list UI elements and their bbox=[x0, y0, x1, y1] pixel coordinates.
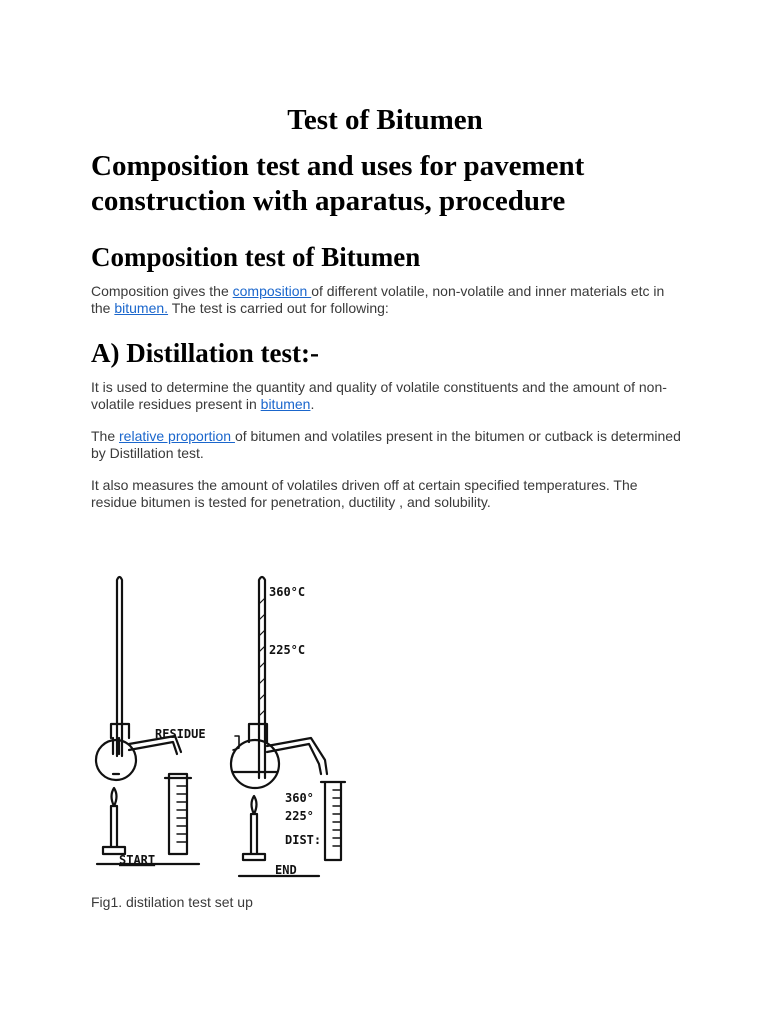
side-arm-right bbox=[267, 738, 327, 774]
temp-high-label: 360°C bbox=[269, 585, 306, 599]
text-span: . bbox=[310, 396, 315, 412]
relative-proportion-link[interactable]: relative proportion bbox=[119, 428, 235, 444]
bitumen-link-2[interactable]: bitumen bbox=[260, 396, 311, 412]
thermometer-left bbox=[117, 577, 122, 756]
start-label: START bbox=[119, 853, 156, 867]
burner-right bbox=[243, 814, 265, 860]
thermometer-right bbox=[259, 577, 265, 778]
burner-left bbox=[103, 806, 125, 854]
main-heading: Composition test and uses for pavement construction with aparatus, procedure bbox=[91, 150, 585, 217]
text-span: The test is carried out for following: bbox=[168, 300, 389, 316]
text-span: The bbox=[91, 428, 120, 444]
paragraph-composition bbox=[91, 283, 681, 317]
text-span: of different volatile, non-volatile and inner materials etc in the bbox=[91, 283, 665, 316]
distillation-figure bbox=[89, 524, 353, 894]
flask-neck-left bbox=[111, 724, 129, 738]
figure-caption: Fig1. distilation test set up bbox=[91, 894, 253, 910]
text-span: It is used to determine the quantity and quality of volatile constituents and the amount of non-volatile residues present in bbox=[91, 379, 667, 412]
cylinder-right-marks bbox=[333, 790, 341, 846]
flame-right bbox=[252, 796, 257, 814]
paragraph-volatiles: It also measures the amount of volatiles driven off at certain specified temperatures. The residue bitumen is tested for penetration, ductility , and solubility. bbox=[91, 477, 638, 510]
distillation-diagram bbox=[89, 524, 353, 894]
temp-low-label: 225°C bbox=[269, 643, 306, 657]
cylinder-left-marks bbox=[177, 786, 187, 842]
composition-link[interactable]: composition bbox=[232, 283, 312, 299]
text-span: of bitumen and volatiles present in the bitumen or cutback is determined by Distillation test. bbox=[91, 428, 681, 461]
scale-high-label: 360° bbox=[285, 791, 314, 805]
bitumen-link[interactable]: bitumen. bbox=[114, 300, 169, 316]
flame-left bbox=[112, 788, 117, 806]
end-label: END bbox=[275, 863, 297, 877]
paragraph-distillation-purpose bbox=[91, 379, 681, 413]
text-span: Composition gives the bbox=[91, 283, 233, 299]
dist-label: DIST: bbox=[285, 833, 322, 847]
scale-low-label: 225° bbox=[285, 809, 314, 823]
page-title: Test of Bitumen bbox=[287, 104, 483, 136]
section-heading-distillation: A) Distillation test:- bbox=[91, 338, 319, 368]
cylinder-right bbox=[321, 782, 345, 860]
section-heading-composition: Composition test of Bitumen bbox=[91, 242, 421, 272]
residue-label: RESIDUE bbox=[155, 727, 206, 741]
paragraph-relative-proportion bbox=[91, 428, 681, 462]
